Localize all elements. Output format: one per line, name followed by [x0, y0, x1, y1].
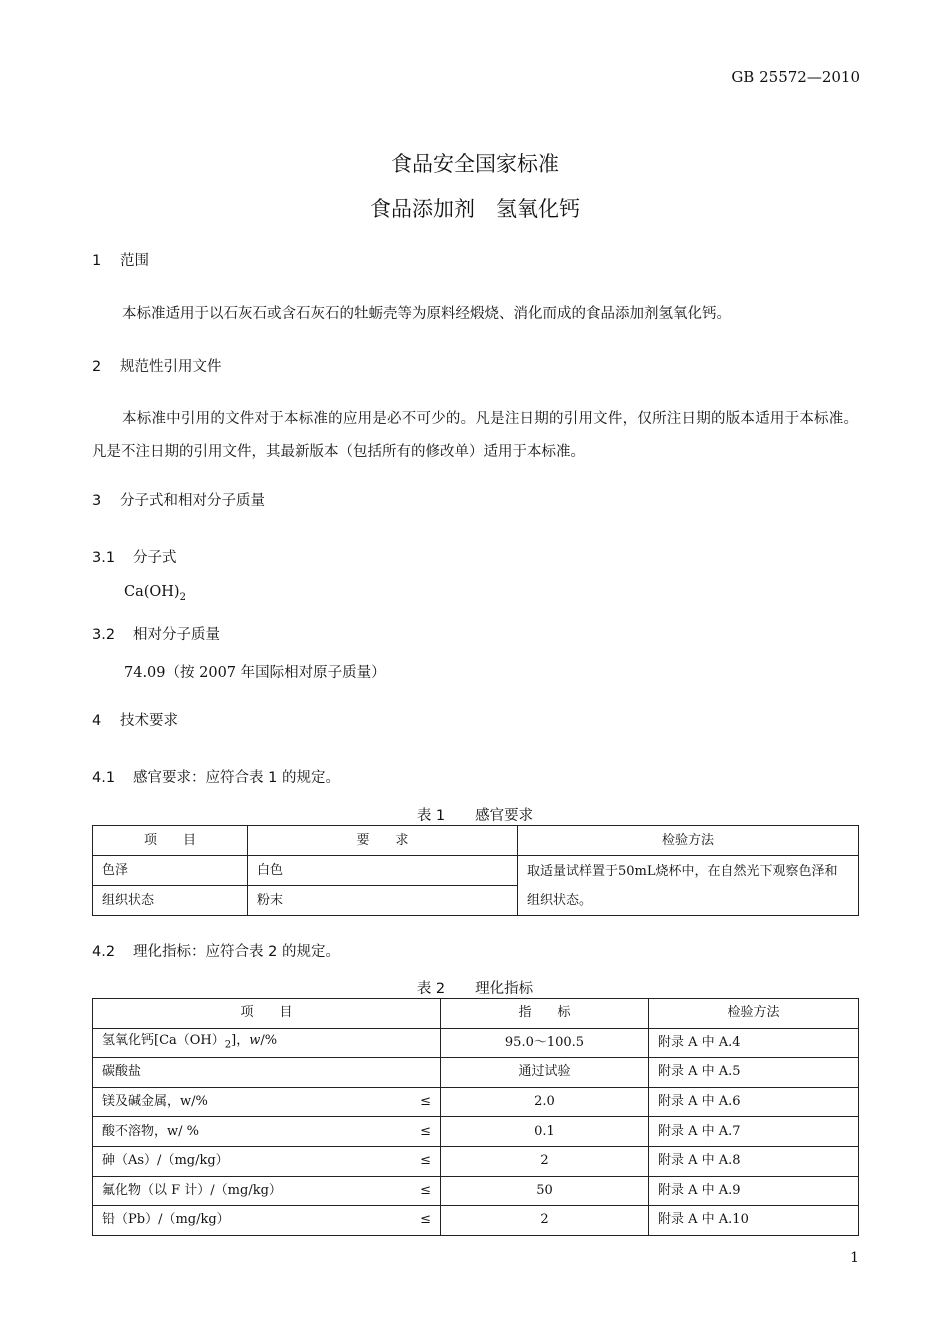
row-requirement: 粉末	[248, 886, 518, 916]
row-method: 附录 A 中 A.6	[649, 1087, 859, 1117]
section-number: 4	[92, 713, 102, 729]
table-1-caption	[0, 804, 950, 825]
table-header-row	[93, 999, 859, 1029]
standard-code: GB 25572—2010	[731, 68, 860, 86]
item-subscript: 2	[224, 1039, 232, 1051]
section-title: 相对分子质量	[133, 627, 220, 643]
section-number: 1	[92, 253, 102, 269]
section-number: 4.1	[92, 770, 116, 786]
caption-title: 感官要求	[475, 808, 534, 824]
row-value: 2	[441, 1146, 649, 1176]
le-symbol: ≤	[420, 1153, 431, 1169]
table-header-row	[93, 826, 859, 856]
table-row	[93, 1206, 859, 1236]
page-number: 1	[850, 1250, 859, 1266]
table-row	[93, 1087, 859, 1117]
row-item	[93, 1146, 441, 1176]
section-title: 技术要求	[120, 713, 178, 729]
item-name: 砷（As）/（mg/kg）	[102, 1153, 229, 1169]
item-percent: /%	[260, 1032, 278, 1048]
item-name: 镁及碱金属，w/%	[102, 1094, 208, 1110]
section-title: 感官要求：应符合表 1 的规定。	[133, 770, 340, 786]
section-title: 分子式	[133, 550, 177, 566]
row-item: 色泽	[93, 856, 248, 886]
section-number: 3.2	[92, 627, 116, 643]
section-title: 范围	[120, 253, 149, 269]
row-item	[93, 1087, 441, 1117]
section-3-1-heading	[92, 546, 177, 567]
caption-number: 表 2	[416, 981, 446, 997]
table-row	[93, 1028, 859, 1058]
item-tail: ]，	[231, 1032, 250, 1048]
section-number: 4.2	[92, 944, 116, 960]
header-item: 项 目	[93, 826, 248, 856]
row-value: 2.0	[441, 1087, 649, 1117]
header-requirement: 要 求	[248, 826, 518, 856]
section-title: 分子式和相对分子质量	[120, 493, 265, 509]
header-method: 检验方法	[518, 826, 859, 856]
section-3-heading	[92, 489, 265, 510]
section-1-text: 本标准适用于以石灰石或含石灰石的牡蛎壳等为原料经煅烧、消化而成的食品添加剂氢氧化钙。	[122, 306, 731, 322]
formula-main: Ca(OH)	[124, 584, 180, 600]
row-method: 附录 A 中 A.5	[649, 1058, 859, 1088]
header-index: 指 标	[441, 999, 649, 1029]
item-name: 氟化物（以 F 计）/（mg/kg）	[102, 1182, 282, 1198]
item-name: 铅（Pb）/（mg/kg）	[102, 1212, 230, 1228]
item-name: 酸不溶物，w/ %	[102, 1123, 199, 1139]
section-4-2-heading	[92, 940, 340, 961]
table-row	[93, 1058, 859, 1088]
table-row	[93, 1117, 859, 1147]
row-requirement: 白色	[248, 856, 518, 886]
row-method: 附录 A 中 A.7	[649, 1117, 859, 1147]
row-value: 通过试验	[441, 1058, 649, 1088]
section-number: 3	[92, 493, 102, 509]
table-row	[93, 856, 859, 886]
section-3-2-heading	[92, 623, 220, 644]
document-title: 食品安全国家标准	[391, 152, 559, 176]
caption-number: 表 1	[416, 808, 446, 824]
section-2-text: 本标准中引用的文件对于本标准的应用是必不可少的。凡是注日期的引用文件，仅所注日期的版本适用于本标准。凡是不注日期的引用文件，其最新版本（包括所有的修改单）适用于本标准。	[92, 411, 858, 460]
le-symbol: ≤	[420, 1123, 431, 1139]
section-2-heading	[92, 355, 222, 376]
section-number: 2	[92, 359, 102, 375]
row-value: 0.1	[441, 1117, 649, 1147]
formula-subscript: 2	[179, 591, 186, 603]
row-item: 组织状态	[93, 886, 248, 916]
header-item: 项 目	[93, 999, 441, 1029]
document-subtitle: 食品添加剂 氢氧化钙	[370, 197, 580, 221]
section-title: 理化指标：应符合表 2 的规定。	[133, 944, 340, 960]
le-symbol: ≤	[420, 1212, 431, 1228]
row-value: 50	[441, 1176, 649, 1206]
section-1-heading	[92, 249, 149, 270]
item-name: 碳酸盐	[102, 1064, 142, 1080]
item-main: 氢氧化钙[Ca（OH）	[102, 1032, 225, 1048]
row-method: 附录 A 中 A.10	[649, 1206, 859, 1236]
caption-title: 理化指标	[475, 981, 534, 997]
row-method: 取适量试样置于50mL烧杯中，在自然光下观察色泽和组织状态。	[518, 856, 859, 916]
molecular-formula	[124, 584, 186, 603]
header-method: 检验方法	[649, 999, 859, 1029]
table-2-caption	[0, 977, 950, 998]
row-method: 附录 A 中 A.9	[649, 1176, 859, 1206]
row-item	[93, 1176, 441, 1206]
row-item	[93, 1206, 441, 1236]
section-title: 规范性引用文件	[120, 359, 222, 375]
section-4-1-heading	[92, 766, 340, 787]
row-value: 2	[441, 1206, 649, 1236]
table-row	[93, 1146, 859, 1176]
row-value: 95.0～100.5	[441, 1028, 649, 1058]
table-1	[92, 825, 859, 916]
row-method: 附录 A 中 A.4	[649, 1028, 859, 1058]
le-symbol: ≤	[420, 1182, 431, 1198]
le-symbol: ≤	[420, 1094, 431, 1110]
row-item	[93, 1028, 441, 1058]
table-2	[92, 998, 859, 1236]
table-row	[93, 1176, 859, 1206]
row-item	[93, 1058, 441, 1088]
item-unit: w	[249, 1032, 261, 1048]
section-number: 3.1	[92, 550, 116, 566]
row-method: 附录 A 中 A.8	[649, 1146, 859, 1176]
section-4-heading	[92, 709, 178, 730]
molecular-mass: 74.09（按 2007 年国际相对原子质量）	[124, 665, 386, 681]
row-item	[93, 1117, 441, 1147]
